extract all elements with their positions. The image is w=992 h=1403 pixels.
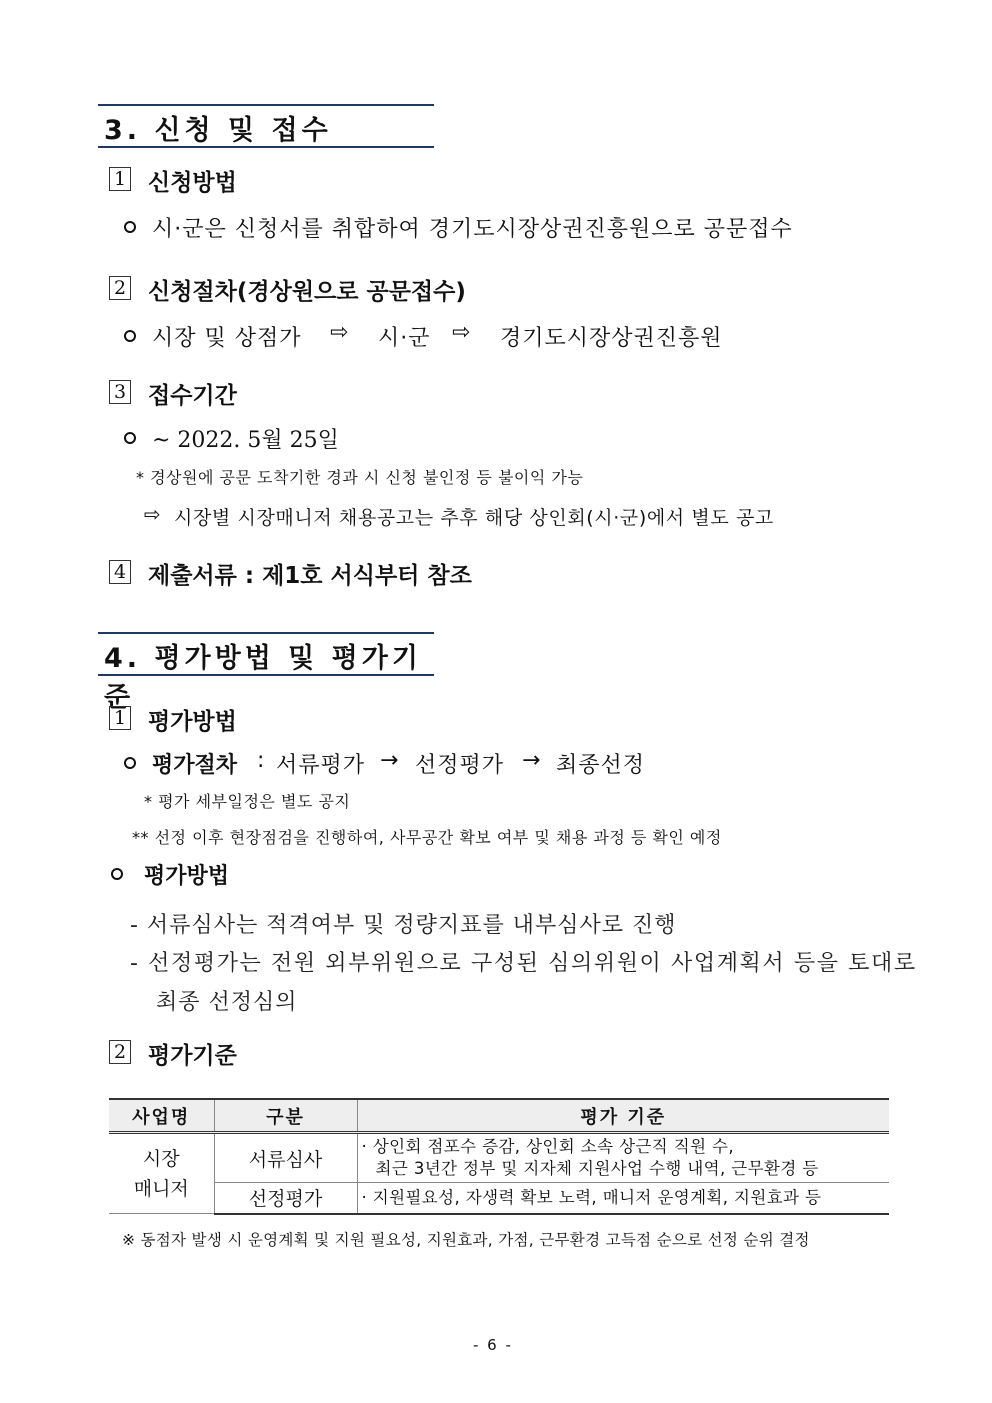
- table-row: [109, 1133, 889, 1183]
- procedure-separator: :: [257, 748, 265, 773]
- right-arrow-icon: ⇨: [144, 502, 161, 526]
- procedure-step-agency: 경기도시장상권진흥원: [500, 326, 723, 351]
- method-line-1: - 서류심사는 적격여부 및 정량지표를 내부심사로 진행: [130, 913, 677, 938]
- section4-heading: [98, 632, 434, 713]
- item-number-box: 4: [109, 560, 131, 584]
- section3-heading: [98, 104, 434, 148]
- evaluation-procedure-label: 평가절차: [152, 753, 238, 778]
- evaluation-method-label: 평가방법: [144, 864, 230, 889]
- evaluation-note-1: * 평가 세부일정은 별도 공지: [144, 792, 351, 811]
- circle-bullet-icon: [124, 330, 136, 342]
- method-line-3: 최종 선정심의: [156, 990, 298, 1015]
- circle-bullet-icon: [111, 868, 123, 880]
- criteria-line: · 상인회 점포수 증감, 상인회 소속 상근직 직원 수,: [361, 1137, 735, 1156]
- category-cell: 서류심사: [214, 1133, 357, 1183]
- criteria-line: 최근 3년간 정부 및 지자체 지원사업 수행 내역, 근무환경 등: [375, 1159, 819, 1178]
- header-category: 구분: [214, 1099, 357, 1133]
- page-number: - 6 -: [473, 1336, 513, 1354]
- application-method-text: 시·군은 신청서를 취합하여 경기도시장상권진흥원으로 공문접수: [152, 217, 793, 242]
- table-row: [109, 1183, 889, 1214]
- item-number-box: 1: [109, 167, 131, 191]
- business-line-1: 시장: [142, 1147, 180, 1170]
- header-criteria: 평가 기준: [357, 1099, 889, 1133]
- category-cell: 선정평가: [214, 1183, 357, 1214]
- procedure-step-market: 시장 및 상점가: [152, 326, 302, 351]
- procedure-step-document: 서류평가: [276, 753, 366, 778]
- procedure-step-final: 최종선정: [556, 753, 646, 778]
- reception-period-text: ~ 2022. 5월 25일: [152, 428, 339, 453]
- right-arrow-icon: →: [522, 748, 541, 773]
- right-arrow-icon: →: [380, 748, 399, 773]
- circle-bullet-icon: [124, 432, 136, 444]
- table-footnote: ※ 동점자 발생 시 운영계획 및 지원 필요성, 지원효과, 가점, 근무환경 고득점 순으로 선정 순위 결정: [122, 1231, 810, 1249]
- subheading-reception-period: 접수기간: [148, 383, 237, 409]
- header-business: 사업명: [109, 1099, 214, 1133]
- method-line-2: - 선정평가는 전원 외부위원으로 구성된 심의위원이 사업계획서 등을 토대로: [130, 951, 917, 976]
- section4-title: 4. 평가방법 및 평가기준: [104, 643, 422, 713]
- subheading-evaluation-criteria: 평가기준: [148, 1043, 237, 1069]
- right-arrow-icon: ⇨: [452, 320, 471, 345]
- business-line-2: 매니저: [133, 1177, 189, 1200]
- procedure-step-city: 시·군: [378, 326, 431, 351]
- section3-title: 3. 신청 및 접수: [104, 115, 332, 146]
- table-header-row: [109, 1099, 889, 1133]
- reception-notice-text: 시장별 시장매니저 채용공고는 추후 해당 상인회(시·군)에서 별도 공고: [174, 507, 774, 529]
- criteria-cell: [357, 1183, 889, 1214]
- right-arrow-icon: ⇨: [330, 320, 349, 345]
- procedure-step-selection: 선정평가: [415, 753, 505, 778]
- item-number-box: 2: [109, 276, 131, 300]
- criteria-cell: [357, 1133, 889, 1183]
- subheading-application-procedure: 신청절차(경상원으로 공문접수): [148, 279, 466, 305]
- item-number-box: 2: [109, 1040, 131, 1064]
- business-cell: [109, 1133, 214, 1214]
- evaluation-criteria-table: [109, 1098, 889, 1215]
- subheading-evaluation-method: 평가방법: [148, 709, 237, 735]
- reception-period-note: * 경상원에 공문 도착기한 경과 시 신청 불인정 등 불이익 가능: [136, 468, 584, 487]
- criteria-line: · 지원필요성, 자생력 확보 노력, 매니저 운영계획, 지원효과 등: [361, 1187, 822, 1207]
- circle-bullet-icon: [124, 757, 136, 769]
- item-number-box: 3: [109, 380, 131, 404]
- evaluation-note-2: ** 선정 이후 현장점검을 진행하여, 사무공간 확보 여부 및 채용 과정 등 확인 예정: [132, 828, 722, 847]
- subheading-application-method: 신청방법: [148, 170, 237, 196]
- item-number-box: 1: [109, 706, 131, 730]
- circle-bullet-icon: [124, 221, 136, 233]
- subheading-submission-documents: 제출서류 : 제1호 서식부터 참조: [148, 563, 472, 589]
